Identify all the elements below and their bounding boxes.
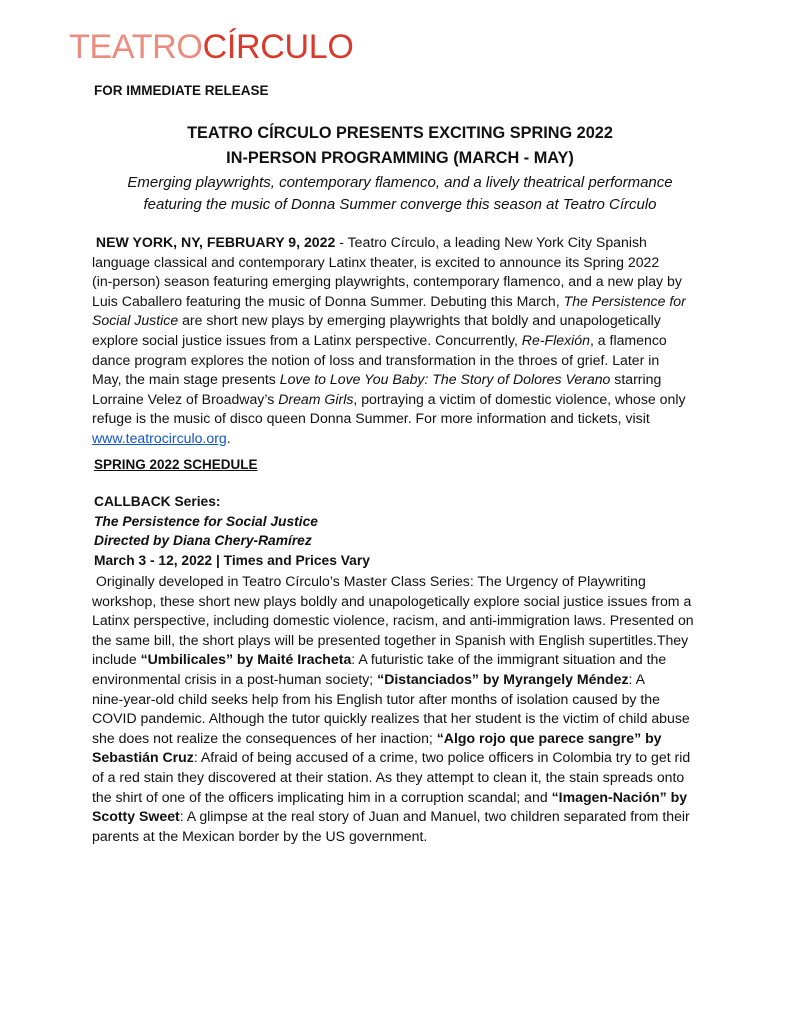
details-line xyxy=(92,807,712,827)
headline xyxy=(80,121,720,171)
details-line: workshop, these short new plays boldly and unapologetically explore social justice issues from a xyxy=(92,592,692,609)
details-line xyxy=(92,748,712,768)
play-credit: “Algo rojo que parece sangre” by xyxy=(436,729,662,746)
details-line xyxy=(92,572,712,592)
dateline: NEW YORK, NY, FEBRUARY 9, 2022 xyxy=(95,234,336,250)
intro-line xyxy=(92,311,712,331)
details-line: COVID pandemic. Although the tutor quickly realizes that her student is the victim of child abuse xyxy=(92,710,690,727)
teatro-circulo-logo xyxy=(69,27,354,67)
subhead-line-2: featuring the music of Donna Summer converge this season at Teatro Círculo xyxy=(143,195,657,213)
intro-paragraph xyxy=(92,233,712,449)
play-title: Social Justice xyxy=(92,312,179,329)
intro-text: , a flamenco xyxy=(589,331,667,348)
intro-text: Lorraine Velez of Broadway’s xyxy=(92,390,279,407)
event-title: The Persistence for Social Justice xyxy=(94,513,318,529)
event-series-line xyxy=(94,492,370,531)
subhead-line-1: Emerging playwrights, contemporary flamenco, and a lively theatrical performance xyxy=(127,174,673,191)
intro-line: dance program explores the notion of loss and transformation in the throes of grief. Later in xyxy=(92,351,660,368)
details-text: include xyxy=(92,651,141,668)
play-title: Love to Love You Baby: The Story of Dolores Verano xyxy=(279,371,611,388)
play-credit: Scotty Sweet xyxy=(92,808,180,825)
intro-line: refuge is the music of disco queen Donna Summer. For more information and tickets, visit xyxy=(92,410,650,427)
intro-line xyxy=(92,331,712,351)
schedule-section-title: SPRING 2022 SCHEDULE xyxy=(94,457,258,472)
intro-text: - Teatro Círculo, a leading New York City Spanish xyxy=(335,234,647,250)
event-details-paragraph xyxy=(92,572,712,846)
intro-line xyxy=(92,429,712,449)
intro-text: starring xyxy=(610,371,662,388)
details-line: of a red stain they discovered at their station. As they attempt to clean it, the stain spreads onto xyxy=(92,768,685,785)
details-text: : A glimpse at the real story of Juan and Manuel, two children separated from their xyxy=(179,808,690,825)
intro-text: May, the main stage presents xyxy=(92,371,280,388)
program-title: Re-Flexión xyxy=(521,331,590,348)
intro-line: language classical and contemporary Latinx theater, is excited to announce its Spring 2022 xyxy=(92,253,660,270)
logo-part-circulo: CÍRCULO xyxy=(202,28,354,66)
intro-line xyxy=(92,390,712,410)
intro-text: . xyxy=(226,429,231,446)
intro-text: explore social justice issues from a Latinx perspective. Concurrently, xyxy=(92,331,522,348)
intro-line xyxy=(92,292,712,312)
details-text: environmental crisis in a post-human society; xyxy=(92,670,378,687)
subheadline xyxy=(80,172,720,215)
details-line: Latinx perspective, including domestic violence, racism, and anti-immigration laws. Presented on xyxy=(92,612,694,629)
website-link[interactable]: www.teatrocirculo.org xyxy=(92,429,227,446)
schedule-event xyxy=(94,492,370,570)
details-line xyxy=(92,650,712,670)
details-text: she does not realize the consequences of her inaction; xyxy=(92,729,437,746)
details-line: nine-year-old child seeks help from his English tutor after months of isolation caused by the xyxy=(92,690,660,707)
details-text: : A futuristic take of the immigrant situation and the xyxy=(351,651,667,668)
play-title: The Persistence for xyxy=(563,292,686,309)
show-title: Dream Girls xyxy=(278,390,354,407)
details-text: : Afraid of being accused of a crime, two police officers in Colombia try to get rid xyxy=(193,749,691,766)
intro-text: are short new plays by emerging playwrights that boldly and unapologetically xyxy=(178,312,661,329)
details-text: Originally developed in Teatro Círculo’s Master Class Series: The Urgency of Playwriting xyxy=(95,573,646,589)
details-line xyxy=(92,788,712,808)
play-credit: Sebastián Cruz xyxy=(92,749,194,766)
release-label: FOR IMMEDIATE RELEASE xyxy=(94,83,269,98)
event-series: CALLBACK Series: xyxy=(94,494,221,509)
headline-line-1: TEATRO CÍRCULO PRESENTS EXCITING SPRING 2022 xyxy=(187,124,613,142)
event-dates: March 3 - 12, 2022 | Times and Prices Vary xyxy=(94,552,370,568)
intro-line: (in-person) season featuring emerging playwrights, contemporary flamenco, and a new play by xyxy=(92,273,682,290)
intro-text: Luis Caballero featuring the music of Donna Summer. Debuting this March, xyxy=(92,292,564,309)
play-credit: “Distanciados” by Myrangely Méndez xyxy=(377,670,629,687)
event-director xyxy=(94,531,370,551)
play-credit: “Imagen-Nación” by xyxy=(551,788,688,805)
details-text: : A xyxy=(628,670,646,687)
details-line: parents at the Mexican border by the US government. xyxy=(92,827,428,844)
details-text: the shirt of one of the officers implicating him in a corruption scandal; and xyxy=(92,788,552,805)
intro-line xyxy=(92,233,712,253)
headline-line-2: IN-PERSON PROGRAMMING (MARCH - MAY) xyxy=(226,149,574,167)
details-line xyxy=(92,729,712,749)
logo-part-teatro: TEATRO xyxy=(69,28,203,66)
details-line xyxy=(92,670,712,690)
play-credit: “Umbilicales” by Maité Iracheta xyxy=(140,651,352,668)
details-line: the same bill, the short plays will be presented together in Spanish with English supertitles.They xyxy=(92,631,689,648)
intro-line xyxy=(92,370,712,390)
event-director-text: Directed by Diana Chery-Ramírez xyxy=(94,533,312,549)
intro-text: , portraying a victim of domestic violence, whose only xyxy=(353,390,686,407)
